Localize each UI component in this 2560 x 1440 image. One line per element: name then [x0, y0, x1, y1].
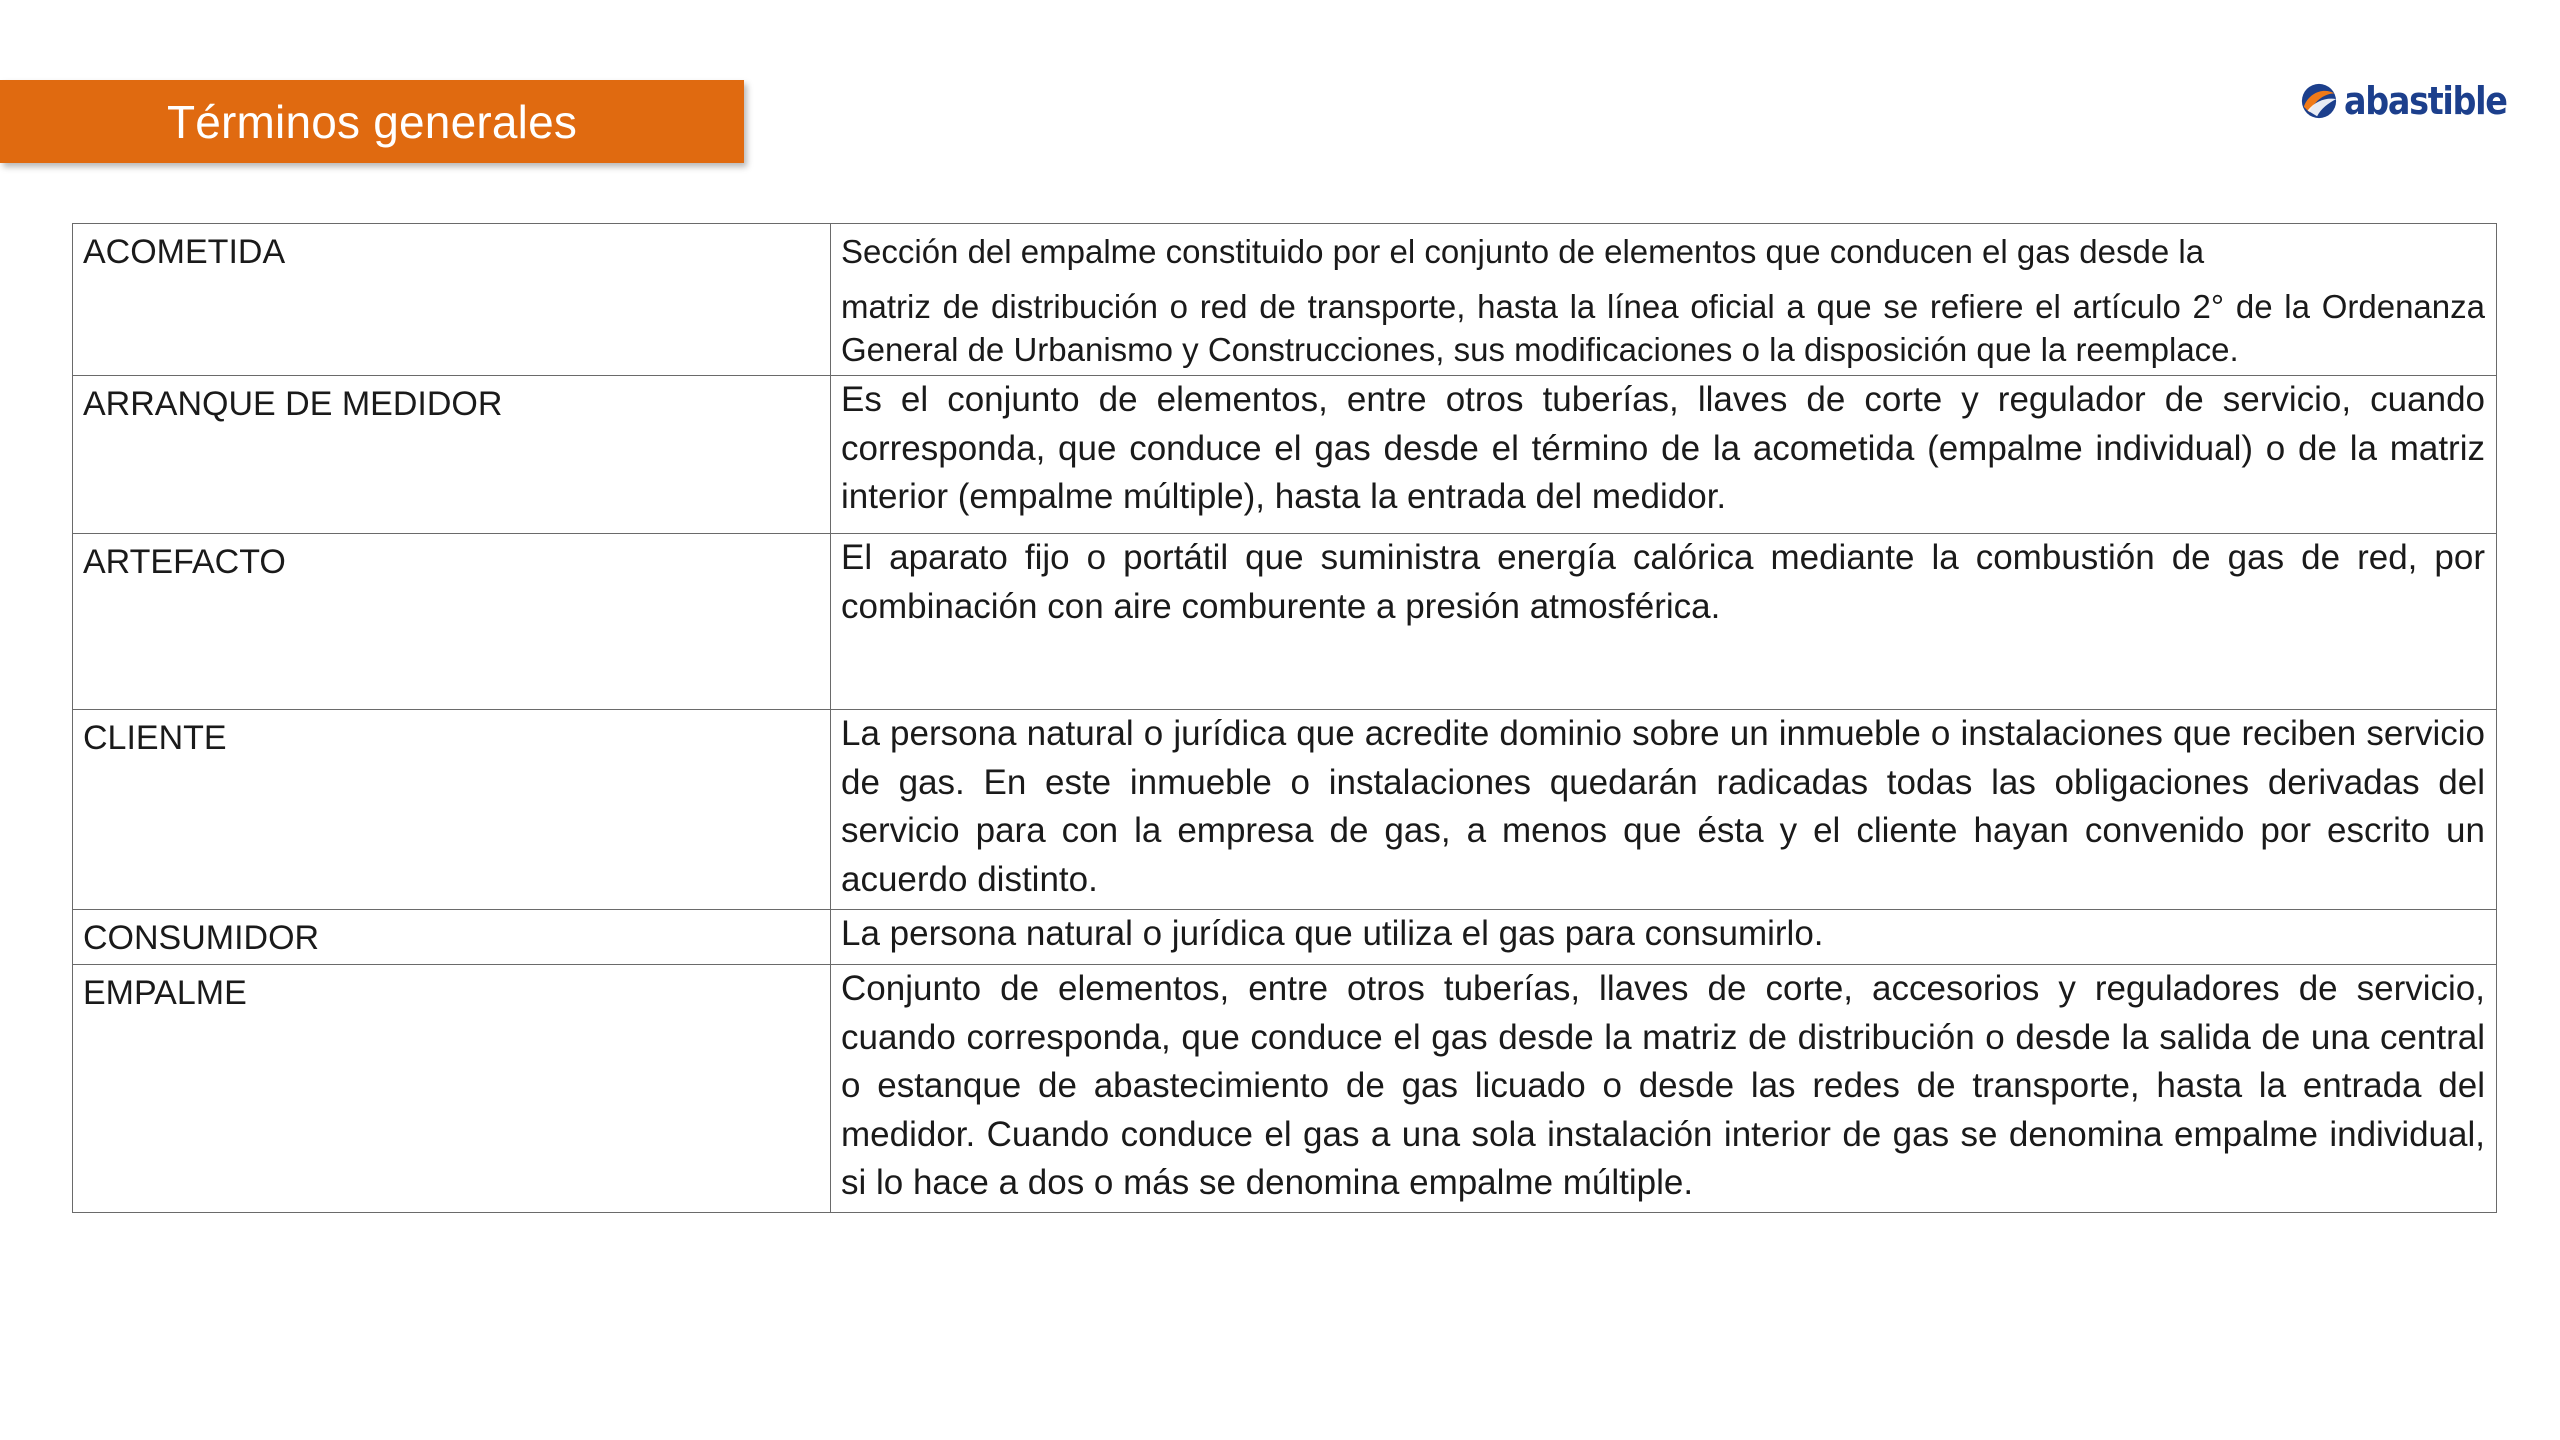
definition-rest: matriz de distribución o red de transporte, hasta la línea oficial a que se refiere el artículo 2° de la Ordenanza General de Urbanismo y Construcciones, sus modificaciones o la disposición que la reemplace. — [841, 288, 2485, 368]
abastible-logo — [2300, 78, 2529, 124]
table-row — [73, 224, 2497, 376]
logo-wordmark: abastible — [2344, 79, 2507, 123]
term-cell: ARTEFACTO — [73, 534, 831, 710]
table-row — [73, 710, 2497, 910]
terms-table — [72, 223, 2497, 1213]
definition-cell: La persona natural o jurídica que acredite dominio sobre un inmueble o instalaciones que reciben servicio de gas. En este inmueble o instalaciones quedarán radicadas todas las obligaciones derivadas del servicio para con la empresa de gas, a menos que ésta y el cliente hayan convenido por escrito un acuerdo distinto. — [831, 710, 2497, 910]
definition-cell: Conjunto de elementos, entre otros tuberías, llaves de corte, accesorios y reguladores de servicio, cuando corresponda, que conduce el gas desde la matriz de distribución o desde la salida de una central o estanque de abastecimiento de gas licuado o desde las redes de transporte, hasta la entrada del medidor. Cuando conduce el gas a una sola instalación interior de gas se denomina empalme individual, si lo hace a dos o más se denomina empalme múltiple. — [831, 965, 2497, 1213]
definition-cell: La persona natural o jurídica que utiliza el gas para consumirlo. — [831, 910, 2497, 965]
table-row — [73, 965, 2497, 1213]
page-title: Términos generales — [166, 95, 578, 148]
term-cell: CLIENTE — [73, 710, 831, 910]
term-cell: CONSUMIDOR — [73, 910, 831, 965]
table-row — [73, 534, 2497, 710]
table-row — [73, 910, 2497, 965]
definition-cell: Es el conjunto de elementos, entre otros tuberías, llaves de corte y regulador de servicio, cuando corresponda, que conduce el gas desde el término de la acometida (empalme individual) o de la matriz interior (empalme múltiple), hasta la entrada del medidor. — [831, 376, 2497, 534]
abastible-logo-icon — [2300, 82, 2338, 120]
title-banner — [0, 80, 744, 163]
table-row — [73, 376, 2497, 534]
definition-line: Sección del empalme constituido por el conjunto de elementos que conducen el gas desde la — [841, 233, 2205, 270]
definition-cell: El aparato fijo o portátil que suministra energía calórica mediante la combustión de gas de red, por combinación con aire comburente a presión atmosférica. — [831, 534, 2497, 710]
term-cell: EMPALME — [73, 965, 831, 1213]
term-cell: ACOMETIDA — [73, 224, 831, 376]
term-cell: ARRANQUE DE MEDIDOR — [73, 376, 831, 534]
definition-cell — [831, 224, 2497, 376]
